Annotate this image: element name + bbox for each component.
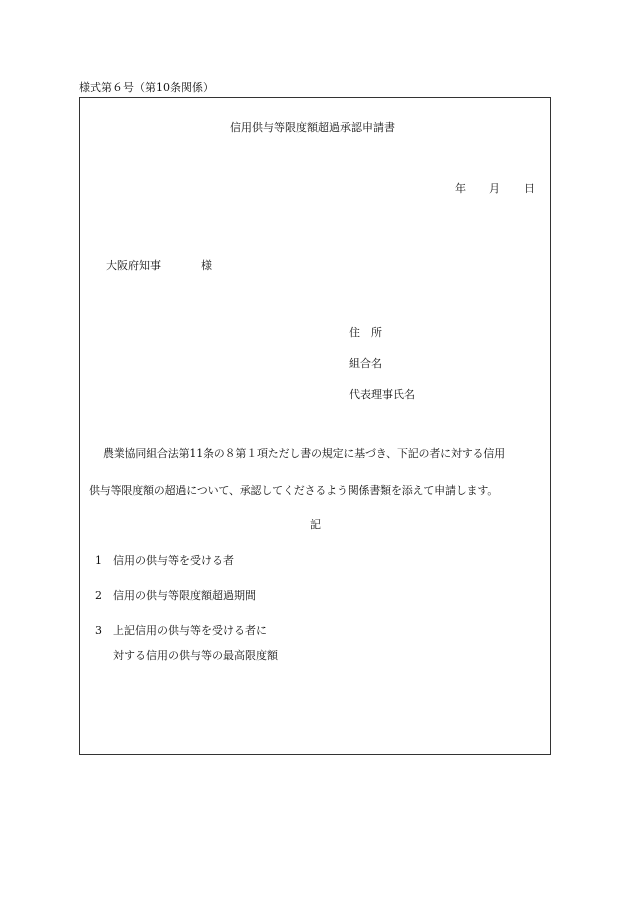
note-heading: 記: [310, 518, 321, 531]
applicant-union-name-label: 組合名: [349, 357, 382, 370]
item-text-continuation: 対する信用の供与等の最高限度額: [113, 649, 278, 662]
addressee-honorific: 様: [201, 259, 212, 272]
body-text-line-2: 供与等限度額の超過について、承認してくださるよう関係書類を添えて申請します。: [89, 484, 499, 497]
date-year-label: 年: [455, 182, 466, 195]
applicant-representative-label: 代表理事氏名: [349, 388, 415, 401]
item-number: 1: [95, 554, 102, 567]
applicant-address-label: 住 所: [349, 326, 382, 339]
form-number: 様式第６号（第10条関係）: [79, 81, 214, 94]
item-number: 3: [95, 624, 102, 637]
item-number: 2: [95, 589, 102, 602]
body-text-line-1: 農業協同組合法第11条の８第１項ただし書の規定に基づき、下記の者に対する信用: [103, 447, 505, 460]
document-title: 信用供与等限度額超過承認申請書: [230, 121, 395, 134]
item-text: 上記信用の供与等を受ける者に: [113, 624, 267, 637]
date-month-label: 月: [489, 182, 500, 195]
date-day-label: 日: [524, 182, 535, 195]
addressee-name: 大阪府知事: [106, 259, 161, 272]
item-text: 信用の供与等限度額超過期間: [113, 589, 256, 602]
item-text: 信用の供与等を受ける者: [113, 554, 234, 567]
